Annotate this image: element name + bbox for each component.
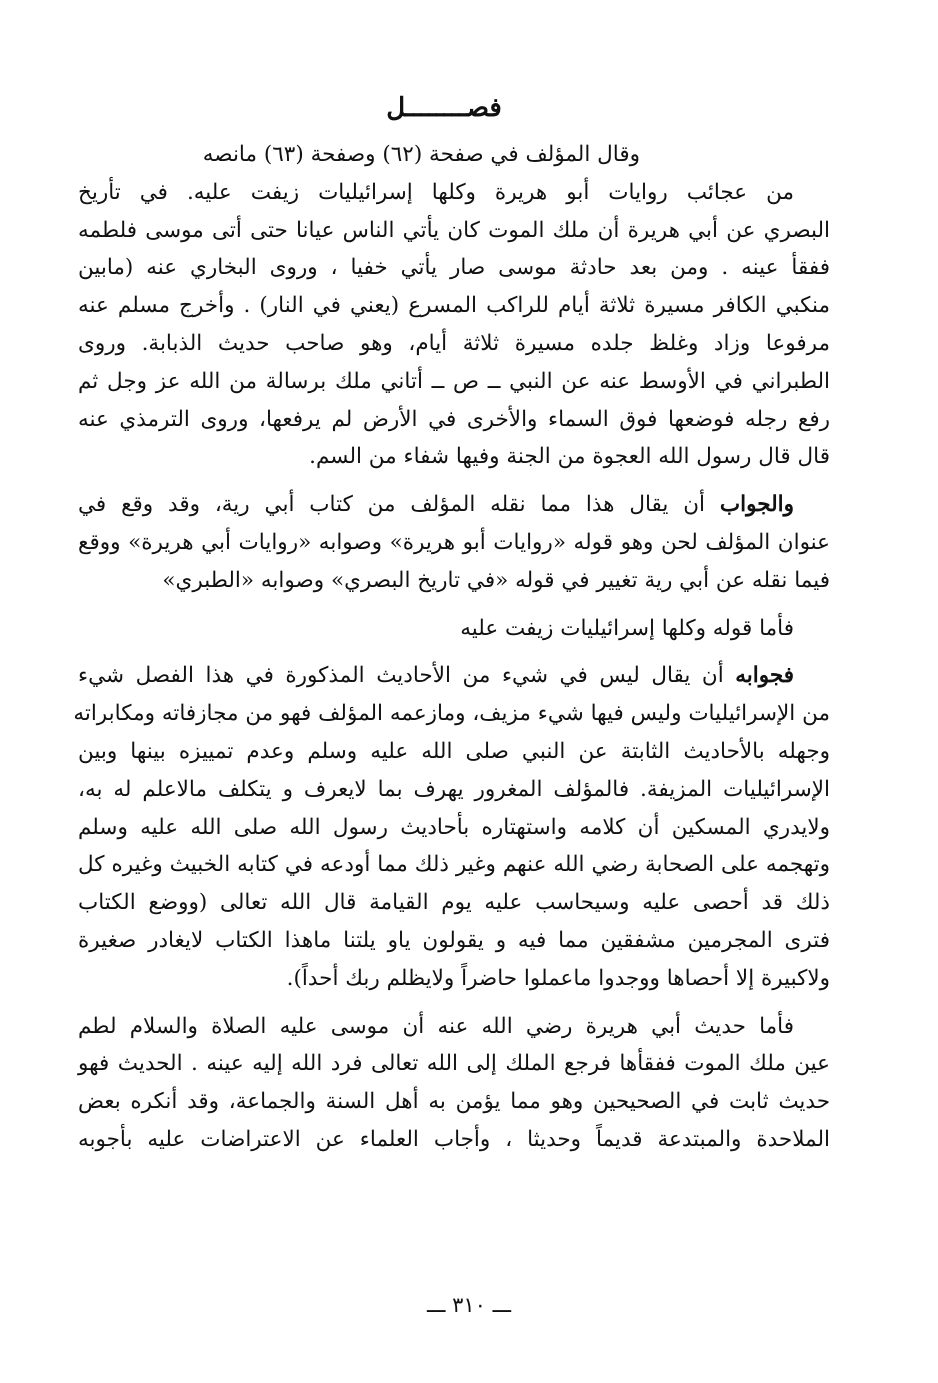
text-line: حديث ثابت في الصحيحين وهو مما يؤمن به أهل السنة والجماعة، وقد أنكره بعض <box>78 1089 830 1115</box>
text-line: البصري عن أبي هريرة أن ملك الموت كان يأتي الناس عيانا حتى أتى موسى فلطمه <box>78 217 830 243</box>
text-line: فأما حديث أبي هريرة رضي الله عنه أن موسى عليه الصلاة والسلام لطم <box>78 1013 794 1039</box>
text-line <box>78 486 830 524</box>
reply-text: أن يقال ليس في شيء من الأحاديث المذكورة في هذا الفصل شيء <box>78 663 736 689</box>
text-line: منكبي الكافر مسيرة ثلاثة أيام للراكب المسرع (يعني في النار) . وأخرج مسلم عنه <box>78 293 830 319</box>
text-line: ذلك قد أحصى عليه وسيحاسب عليه يوم القيامة قال الله تعالى (ووضع الكتاب <box>78 890 830 916</box>
text-line: ولايدري المسكين أن كلامه واستهتاره بأحاديث رسول الله صلى الله عليه وسلم <box>78 814 830 840</box>
text-line: الملاحدة والمبتدعة قديماً وحديثا ، وأجاب العلماء عن الاعتراضات عليه بأجوبه <box>78 1126 830 1152</box>
answer-text: أن يقال هذا مما نقله المؤلف من كتاب أبي رية، وقد وقع في <box>78 492 720 518</box>
text-line: رفع رجله فوضعها فوق السماء والأخرى في الأرض لم يرفعها، وروى الترمذي عنه <box>78 406 830 432</box>
text-line <box>78 657 830 695</box>
text-line: ولاكبيرة إلا أحصاها ووجدوا ماعملوا حاضراً ولايظلم ربك أحداً). <box>286 965 830 991</box>
quoted-paragraph <box>78 174 830 476</box>
section-heading: فصــــــــل <box>386 93 502 123</box>
hadith-paragraph <box>78 1008 830 1159</box>
page-body <box>73 80 830 1350</box>
text-line: وجهله بالأحاديث الثابتة عن النبي صلى الله عليه وسلم وعدم تمييزه بينها وبين <box>78 738 830 764</box>
text-line: مرفوعا وزاد وغلظ جلده مسيرة ثلاثة أيام، وهو صاحب حديث الذبابة. وروى <box>78 330 830 356</box>
intro-line: وقال المؤلف في صفحة (٦٢) وصفحة (٦٣) مانصه <box>202 142 640 167</box>
text-line: عنوان المؤلف لحن وهو قوله «روايات أبو هريرة» وصوابه «روايات أبي هريرة» ووقع <box>78 529 830 555</box>
text-line: الإسرائيليات المزيفة. فالمؤلف المغرور يهرف بما لايعرف و يتكلف مالاعلم له به، <box>78 776 830 802</box>
reply-paragraph <box>73 657 830 997</box>
text-line: فيما نقله عن أبي رية تغيير في قوله «في تاريخ البصري» وصوابه «الطبري» <box>162 567 830 593</box>
reply-lead: فجوابه <box>735 663 794 689</box>
text-line: فأما قوله وكلها إسرائيليات زيفت عليه <box>460 615 794 641</box>
text-line: من الإسرائيليات وليس فيها شيء مزيف، ومازعمه المؤلف فهو من مجازفاته ومكابراته <box>73 701 830 727</box>
statement-paragraph <box>78 610 830 648</box>
text-line: الطبراني في الأوسط عنه عن النبي ــ ص ــ أتاني ملك برسالة من الله عز وجل ثم <box>78 368 830 394</box>
text-line: عين ملك الموت ففقأها فرجع الملك إلى الله تعالى فرد الله إليه عينه . الحديث فهو <box>78 1051 830 1077</box>
text-line: وتهجمه على الصحابة رضي الله عنهم وغير ذلك مما أودعه في كتابه الخبيث وغيره كل <box>78 852 830 878</box>
answer-paragraph <box>78 486 830 599</box>
text-line: فترى المجرمين مشفقين مما فيه و يقولون ياو يلتنا ماهذا الكتاب لايغادر صغيرة <box>78 927 830 953</box>
text-line: ففقأ عينه . ومن بعد حادثة موسى صار يأتي خفيا ، وروى البخاري عنه (مابين <box>78 255 830 281</box>
answer-lead: والجواب <box>719 492 794 518</box>
text-line: قال قال رسول الله العجوة من الجنة وفيها شفاء من السم. <box>309 444 830 470</box>
text-line: من عجائب روايات أبو هريرة وكلها إسرائيليات زيفت عليه. في تأريخ <box>78 179 794 205</box>
page-number: ـــ ٣١٠ ـــ <box>426 1293 512 1317</box>
